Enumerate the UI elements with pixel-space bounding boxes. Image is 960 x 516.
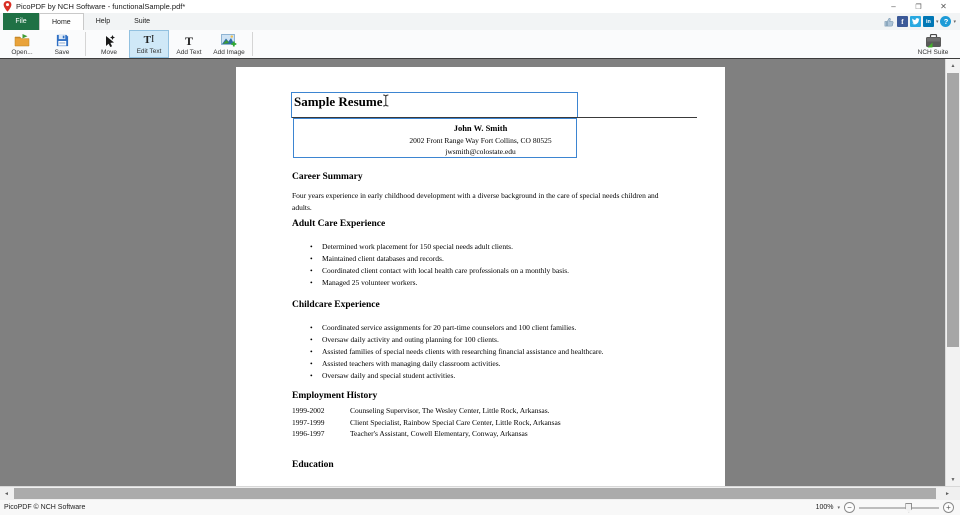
linkedin-icon[interactable]: in xyxy=(923,16,934,27)
scroll-left-icon[interactable]: ◄ xyxy=(4,490,9,497)
add-image-label: Add Image xyxy=(213,49,245,56)
bullet-item[interactable]: • Determined work placement for 150 special needs adult clients. xyxy=(292,241,668,253)
section-heading[interactable]: Adult Care Experience xyxy=(292,219,386,229)
toolbar-divider xyxy=(252,32,253,56)
move-button[interactable] xyxy=(89,30,129,58)
toolbar-divider xyxy=(85,32,86,56)
zoom-controls xyxy=(816,502,954,513)
chevron-down-icon[interactable]: ▾ xyxy=(935,18,939,25)
zoom-out-button[interactable]: − xyxy=(844,502,855,513)
bullet-item[interactable]: • Maintained client databases and records. xyxy=(292,253,668,265)
bullet-item[interactable]: • Coordinated client contact with local health care professionals on a monthly basis. xyxy=(292,265,668,277)
employment-row[interactable] xyxy=(292,405,668,417)
nch-suite-label: NCH Suite xyxy=(917,49,949,56)
document-body xyxy=(292,171,668,471)
status-bar xyxy=(0,500,960,515)
vertical-scrollbar[interactable] xyxy=(945,59,960,486)
scroll-right-icon[interactable]: ► xyxy=(945,490,950,497)
employment-years: 1997-1999 xyxy=(292,417,325,427)
bullet-list xyxy=(292,241,668,289)
bullet-item[interactable]: • Oversaw daily and special student activities. xyxy=(292,370,668,382)
section-heading[interactable]: Career Summary xyxy=(292,172,363,182)
maximize-button[interactable]: ❐ xyxy=(915,3,922,11)
window-controls xyxy=(881,0,956,13)
facebook-icon[interactable]: f xyxy=(897,16,908,27)
app-pin-icon xyxy=(3,1,12,12)
move-label: Move xyxy=(101,49,117,56)
status-text: PicoPDF © NCH Software xyxy=(4,504,86,511)
edit-text-label: Edit Text xyxy=(136,48,162,55)
contact-block[interactable] xyxy=(236,123,725,158)
edit-text-icon: T I xyxy=(143,34,155,46)
nch-suite-icon xyxy=(925,33,942,48)
pdf-page[interactable] xyxy=(236,67,725,486)
horizontal-scrollbar[interactable] xyxy=(0,486,960,500)
employment-desc: Counseling Supervisor, The Wesley Center, Little Rock, Arkansas. xyxy=(350,406,550,415)
bullet-list xyxy=(292,322,668,382)
page-header xyxy=(236,67,725,171)
employment-rows xyxy=(292,405,668,440)
employment-desc: Client Specialist, Rainbow Special Care Center, Little Rock, Arkansas xyxy=(350,417,561,427)
close-button[interactable]: ✕ xyxy=(940,2,947,11)
section-heading[interactable]: Childcare Experience xyxy=(292,300,380,310)
section-heading[interactable]: Education xyxy=(292,459,334,470)
move-cursor-icon xyxy=(103,33,116,48)
open-folder-icon xyxy=(14,33,30,48)
add-image-icon xyxy=(221,33,237,48)
bullet-item[interactable]: • Assisted families of special needs clients with researching financial assistance and healthcare. xyxy=(292,346,668,358)
open-label: Open... xyxy=(11,49,33,56)
zoom-in-button[interactable]: + xyxy=(943,502,954,513)
window-title: PicoPDF by NCH Software - functionalSample.pdf* xyxy=(16,2,186,11)
employment-row[interactable] xyxy=(292,417,668,429)
open-button[interactable] xyxy=(2,30,42,58)
toolbar xyxy=(0,30,960,59)
tab-home[interactable]: Home xyxy=(39,13,84,30)
tab-suite[interactable]: Suite xyxy=(134,18,151,25)
vertical-scroll-thumb[interactable] xyxy=(947,73,959,347)
zoom-slider-thumb[interactable] xyxy=(905,503,912,513)
add-text-button[interactable] xyxy=(169,30,209,58)
zoom-slider[interactable] xyxy=(859,507,939,509)
bullet-item[interactable]: • Coordinated service assignments for 20 part-time counselors and 100 client families. xyxy=(292,322,668,334)
scroll-up-icon[interactable]: ▲ xyxy=(946,59,960,72)
nch-suite-button[interactable] xyxy=(911,30,955,58)
title-bar xyxy=(0,0,960,13)
bullet-item[interactable]: • Oversaw daily activity and outing planning for 100 clients. xyxy=(292,334,668,346)
document-title-text[interactable]: Sample Resume xyxy=(294,94,383,109)
section-paragraph[interactable]: Four years experience in early childhood development with a diverse background in the care of special needs children and adults. xyxy=(292,191,659,212)
document-viewport[interactable] xyxy=(0,59,960,486)
contact-address[interactable]: 2002 Front Range Way Fort Collins, CO 80525 xyxy=(409,135,552,145)
tab-file[interactable]: File xyxy=(3,13,39,30)
section-heading[interactable]: Employment History xyxy=(292,391,378,401)
save-button[interactable] xyxy=(42,30,82,58)
save-label: Save xyxy=(54,49,70,56)
bullet-item[interactable]: • Assisted teachers with managing daily classroom activities. xyxy=(292,358,668,370)
employment-row[interactable] xyxy=(292,428,668,440)
add-image-button[interactable] xyxy=(209,30,249,58)
minimize-button[interactable]: – xyxy=(891,2,896,11)
help-icon[interactable]: ? xyxy=(940,16,951,27)
zoom-dropdown-icon[interactable]: ▾ xyxy=(837,504,840,511)
contact-email[interactable]: jwsmith@colostate.edu xyxy=(445,147,516,156)
scroll-down-icon[interactable]: ▼ xyxy=(946,473,960,486)
save-icon xyxy=(56,33,69,48)
add-text-icon: T xyxy=(184,33,193,48)
contact-name[interactable]: John W. Smith xyxy=(453,123,508,133)
zoom-level-value[interactable]: 100% xyxy=(815,504,834,511)
text-ibeam-cursor xyxy=(382,94,390,112)
horizontal-scroll-thumb[interactable] xyxy=(14,488,936,499)
like-icon[interactable] xyxy=(884,16,895,27)
chevron-down-icon[interactable]: ▾ xyxy=(953,18,956,25)
add-text-label: Add Text xyxy=(176,49,202,56)
employment-years: 1996-1997 xyxy=(292,429,325,438)
employment-years: 1999-2002 xyxy=(292,406,325,415)
tab-help[interactable]: Help xyxy=(95,18,111,25)
bullet-item[interactable]: • Managed 25 volunteer workers. xyxy=(292,277,668,289)
social-strip xyxy=(884,15,956,28)
twitter-icon[interactable] xyxy=(910,16,921,27)
ribbon-tabs xyxy=(0,13,960,30)
edit-text-button[interactable] xyxy=(129,30,169,58)
employment-desc: Teacher's Assistant, Cowell Elementary, Conway, Arkansas xyxy=(350,429,528,438)
